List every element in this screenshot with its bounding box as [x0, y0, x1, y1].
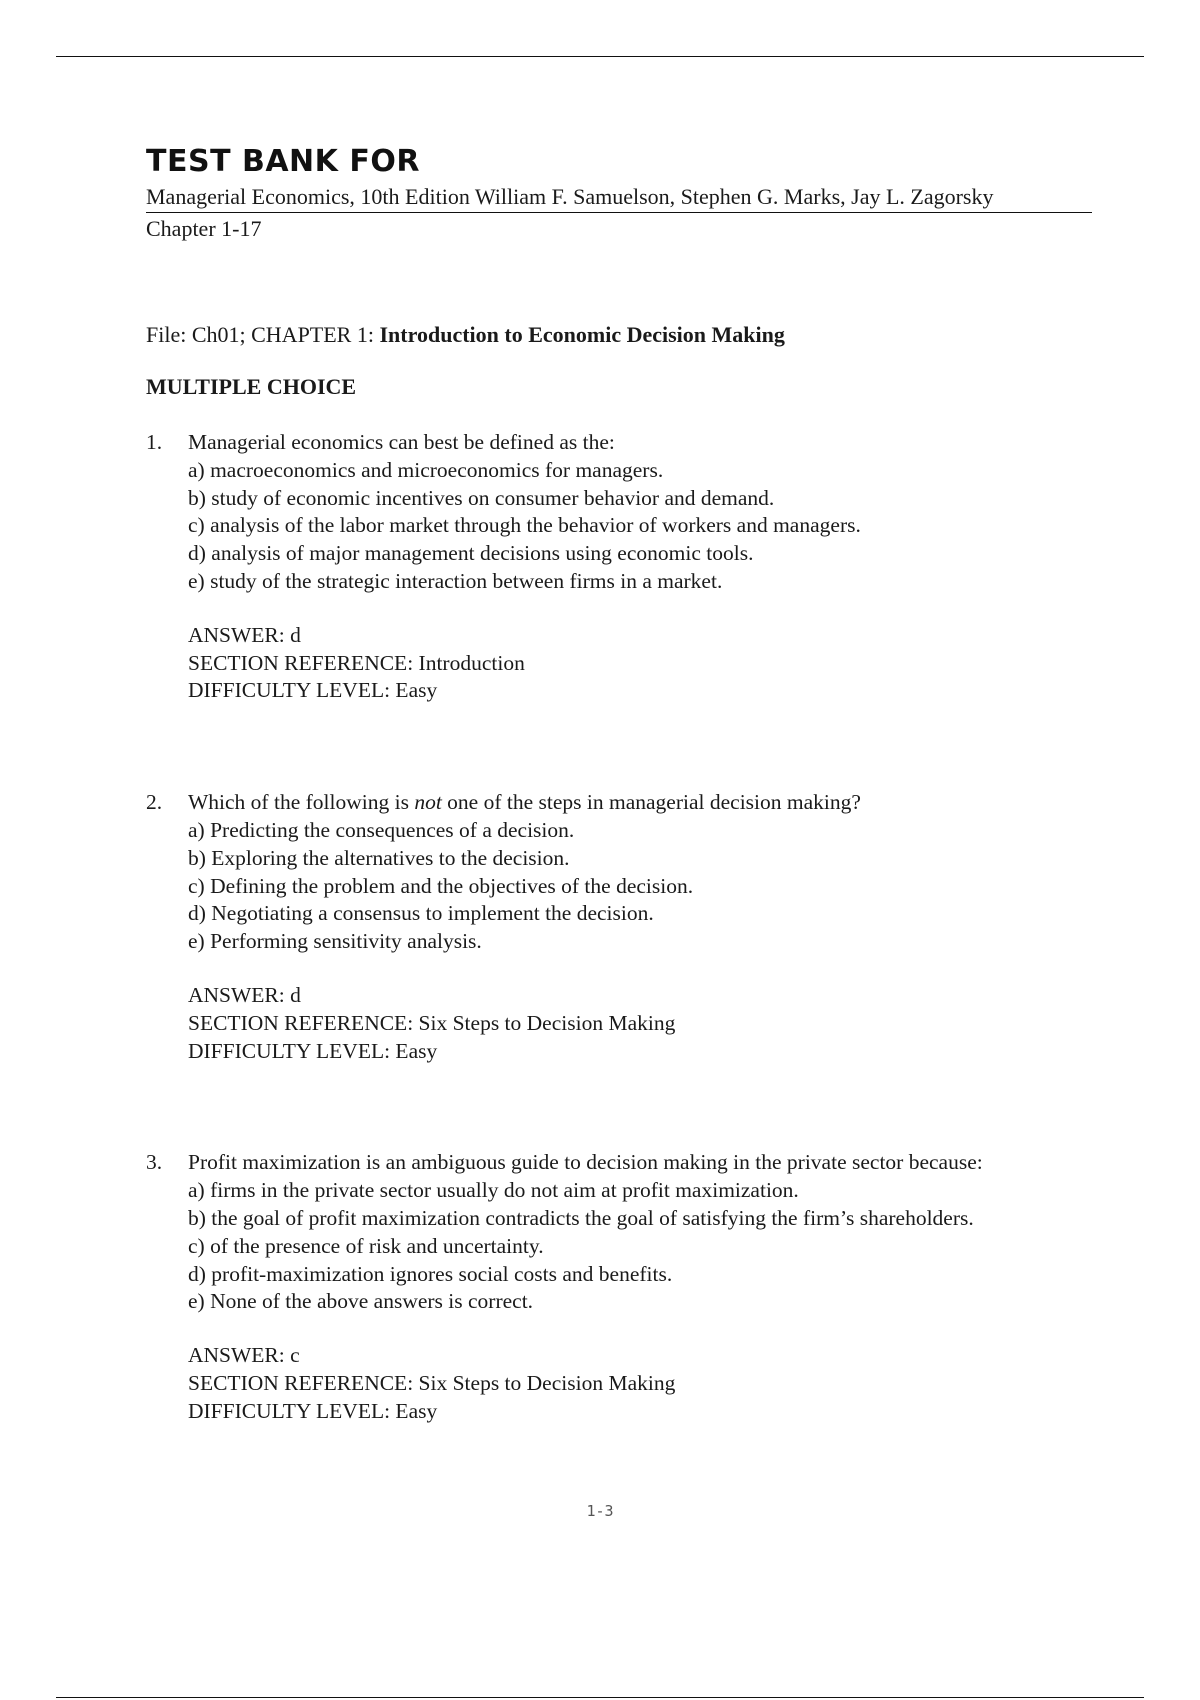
question-2: [146, 789, 1096, 1065]
option-b: b) the goal of profit maximization contradicts the goal of satisfying the firm’s shareholders.: [188, 1205, 974, 1230]
answer-block: [188, 1342, 1096, 1425]
chapter-range: Chapter 1-17: [146, 216, 262, 241]
stem-part: one of the steps in managerial decision making?: [441, 790, 861, 815]
option-b: b) Exploring the alternatives to the decision.: [188, 845, 570, 870]
difficulty-level: DIFFICULTY LEVEL: Easy: [188, 1038, 438, 1063]
option-e: e) study of the strategic interaction between firms in a market.: [188, 568, 723, 593]
option-c: c) analysis of the labor market through the behavior of workers and managers.: [188, 513, 861, 538]
question-stem: Managerial economics can best be defined as the:: [188, 430, 615, 454]
answer: ANSWER: d: [188, 622, 301, 647]
question-stem: [188, 789, 1096, 817]
page-number: 1-3: [586, 1502, 614, 1520]
file-info-prefix: File: Ch01; CHAPTER 1:: [146, 322, 380, 347]
document-page: [146, 140, 1096, 1426]
option-d: d) profit-maximization ignores social costs and benefits.: [188, 1261, 673, 1286]
option-e: e) None of the above answers is correct.: [188, 1289, 534, 1314]
option-a: a) macroeconomics and microeconomics for managers.: [188, 457, 664, 482]
option-e: e) Performing sensitivity analysis.: [188, 929, 482, 954]
stem-emphasis: not: [414, 790, 442, 815]
question-number: 2.: [146, 790, 163, 815]
book-subtitle: Managerial Economics, 10th Edition William F. Samuelson, Stephen G. Marks, Jay L. Zagorsky: [146, 184, 1092, 213]
answer: ANSWER: c: [188, 1343, 300, 1368]
section-heading: MULTIPLE CHOICE: [146, 374, 357, 399]
difficulty-level: DIFFICULTY LEVEL: Easy: [188, 678, 438, 703]
document-title: TEST BANK FOR: [146, 144, 420, 179]
bottom-rule: [56, 1697, 1144, 1698]
difficulty-level: DIFFICULTY LEVEL: Easy: [188, 1398, 438, 1423]
option-d: d) Negotiating a consensus to implement the decision.: [188, 901, 654, 926]
answer-block: [188, 982, 1096, 1065]
answer: ANSWER: d: [188, 982, 301, 1007]
option-b: b) study of economic incentives on consumer behavior and demand.: [188, 485, 775, 510]
option-a: a) Predicting the consequences of a decision.: [188, 817, 575, 842]
option-d: d) analysis of major management decisions using economic tools.: [188, 541, 754, 566]
top-rule: [56, 56, 1144, 57]
section-reference: SECTION REFERENCE: Six Steps to Decision Making: [188, 1370, 676, 1395]
question-number: 3.: [146, 1150, 163, 1175]
section-reference: SECTION REFERENCE: Six Steps to Decision Making: [188, 1010, 676, 1035]
chapter-title: Introduction to Economic Decision Making: [379, 322, 785, 347]
option-c: c) Defining the problem and the objectives of the decision.: [188, 873, 694, 898]
question-1: [146, 429, 1096, 705]
stem-part: Which of the following is: [188, 790, 415, 815]
question-stem: Profit maximization is an ambiguous guide to decision making in the private sector because:: [188, 1150, 983, 1175]
section-reference: SECTION REFERENCE: Introduction: [188, 650, 525, 675]
file-info: [146, 321, 1096, 349]
option-a: a) firms in the private sector usually do not aim at profit maximization.: [188, 1178, 799, 1203]
question-number: 1.: [146, 430, 163, 454]
option-c: c) of the presence of risk and uncertainty.: [188, 1233, 544, 1258]
answer-block: [188, 622, 1096, 705]
question-3: [146, 1149, 1096, 1425]
